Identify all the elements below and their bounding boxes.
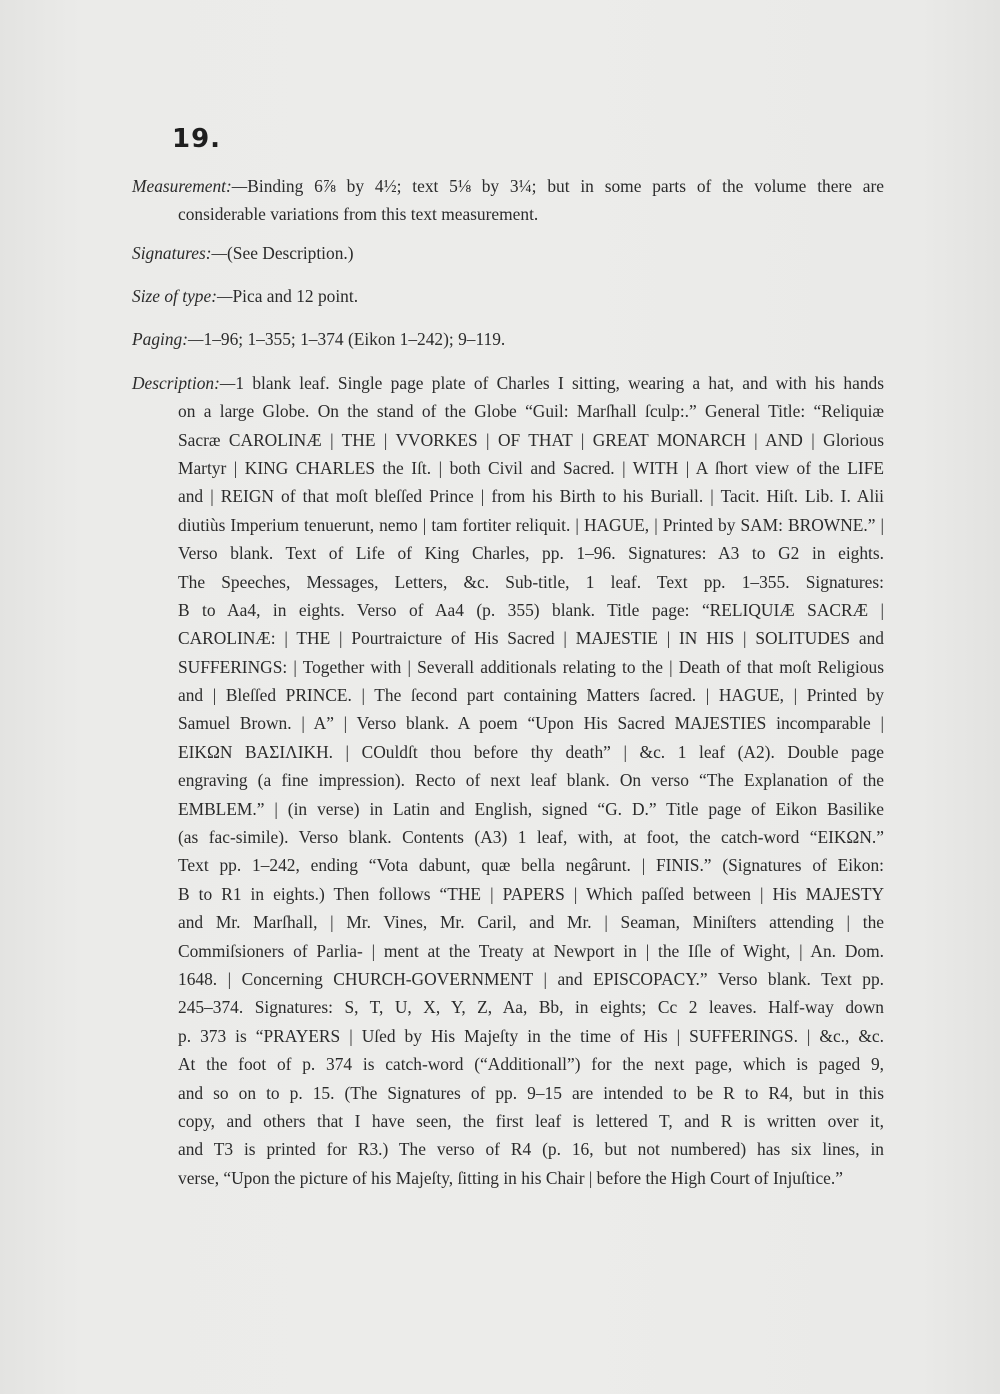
- description-line: 1648. | Concerning CHURCH-GOVERNMENT | and EPISCOPACY.” Verso blank. Text pp.: [178, 968, 884, 989]
- description-line: Commiſsioners of Parlia- | ment at the Treaty at Newport in | the Iſle of Wight, | An. Dom.: [178, 940, 884, 961]
- description-line: p. 373 is “PRAYERS | Uſed by His Majeſty in the time of His | SUFFERINGS. | &c., &c.: [178, 1025, 884, 1046]
- description-line: engraving (a fine impression). Recto of next leaf blank. On verso “The Explanation of the: [178, 770, 884, 791]
- paging-value: 1–96; 1–355; 1–374 (Eikon 1–242); 9–119.: [203, 328, 506, 349]
- signatures-value: (See Description.): [227, 242, 354, 263]
- description-line: and Mr. Marſhall, | Mr. Vines, Mr. Caril, and Mr. | Seaman, Miniſters attending | the: [178, 912, 884, 933]
- description-line-text: 1 blank leaf. Single page plate of Charles I sitting, wearing a hat, and with his hands: [235, 372, 884, 393]
- description-line: B to Aa4, in eights. Verso of Aa4 (p. 355) blank. Title page: “RELIQUIÆ SACRÆ |: [178, 599, 884, 620]
- paging-field: [132, 326, 884, 353]
- measurement-line-1: [132, 172, 884, 200]
- description-line: B to R1 in eights.) Then follows “THE | PAPERS | Which paſſed between | His MAJESTY: [178, 883, 884, 904]
- paging-label: Paging:—: [132, 328, 204, 349]
- description-line: ΕΙΚΩΝ ΒΑΣΙΛΙΚΗ. | COuldſt thou before thy death” | &c. 1 leaf (A2). Double page: [178, 741, 884, 762]
- description-line: Verso blank. Text of Life of King Charles, pp. 1–96. Signatures: A3 to G2 in eights.: [178, 543, 884, 564]
- signatures-label: Signatures:—: [132, 242, 228, 263]
- measurement-value: Binding 6⅞ by 4½; text 5⅛ by 3¼; but in some parts of the volume there are: [247, 176, 884, 196]
- description-line: copy, and others that I have seen, the first leaf is lettered T, and R is written over it,: [178, 1110, 884, 1131]
- description-line: CAROLINÆ: | THE | Pourtraicture of His Sacred | MAJESTIE | IN HIS | SOLITUDES and: [178, 628, 884, 649]
- description-line: Text pp. 1–242, ending “Vota dabunt, quæ bella negârunt. | FINIS.” (Signatures of Eikon:: [178, 855, 884, 876]
- description-line: Samuel Brown. | A” | Verso blank. A poem “Upon His Sacred MAJESTIES incomparable |: [178, 713, 884, 734]
- description-line: and so on to p. 15. (The Signatures of pp. 9–15 are intended to be R to R4, but in this: [178, 1082, 884, 1103]
- entry-text: [132, 172, 884, 1192]
- description-line: diutiùs Imperium tenuerunt, nemo | tam fortiter reliquit. | HAGUE, | Printed by SAM: BROWNE.” |: [178, 514, 884, 535]
- measurement-field: [132, 172, 884, 229]
- entry-number: 19.: [172, 124, 222, 154]
- measurement-line-2: considerable variations from this text measurement.: [178, 204, 539, 225]
- description-line: and | Bleſſed PRINCE. | The ſecond part containing Matters ſacred. | HAGUE, | Printed by: [178, 685, 884, 706]
- description-line: SUFFERINGS: | Together with | Severall additionals relating to the | Death of that moſt Religious: [178, 656, 884, 677]
- description-line: The Speeches, Messages, Letters, &c. Sub-title, 1 leaf. Text pp. 1–355. Signatures:: [178, 571, 884, 592]
- description-line: 245–374. Signatures: S, T, U, X, Y, Z, Aa, Bb, in eights; Cc 2 leaves. Half-way down: [178, 997, 884, 1018]
- size-of-type-field: [132, 283, 884, 310]
- size-of-type-label: Size of type:—: [132, 285, 233, 306]
- description-line: (as fac-simile). Verso blank. Contents (A3) 1 leaf, with, at foot, the catch-word “ΕΙΚΩΝ.”: [178, 827, 884, 848]
- measurement-label: Measurement:—: [132, 176, 248, 196]
- description-line: At the foot of p. 374 is catch-word (“Additionall”) for the next page, which is paged 9,: [178, 1054, 884, 1075]
- description-line: verse, “Upon the picture of his Majeſty, ſitting in his Chair | before the High Court of Injuſtice.”: [178, 1167, 843, 1188]
- description-line: and | REIGN of that moſt bleſſed Prince | from his Birth to his Buriall. | Tacit. Hiſt. Lib. I. Alii: [178, 486, 884, 507]
- description-field: [132, 369, 884, 1192]
- description-line: and T3 is printed for R3.) The verso of R4 (p. 16, but not numbered) has six lines, in: [178, 1139, 884, 1160]
- description-line: [132, 369, 884, 397]
- size-of-type-value: Pica and 12 point.: [232, 285, 359, 306]
- description-line: Sacræ CAROLINÆ | THE | VVORKES | OF THAT | GREAT MONARCH | AND | Glorious: [178, 429, 884, 450]
- signatures-field: [132, 240, 884, 267]
- description-line: on a large Globe. On the stand of the Globe “Guil: Marſhall ſculp:.” General Title: “Reliquiæ: [178, 401, 884, 422]
- description-label: Description:—: [132, 372, 236, 393]
- description-line: EMBLEM.” | (in verse) in Latin and English, signed “G. D.” Title page of Eikon Basilike: [178, 798, 884, 819]
- description-line: Martyr | KING CHARLES the Iſt. | both Civil and Sacred. | WITH | A ſhort view of the LIFE: [178, 457, 884, 478]
